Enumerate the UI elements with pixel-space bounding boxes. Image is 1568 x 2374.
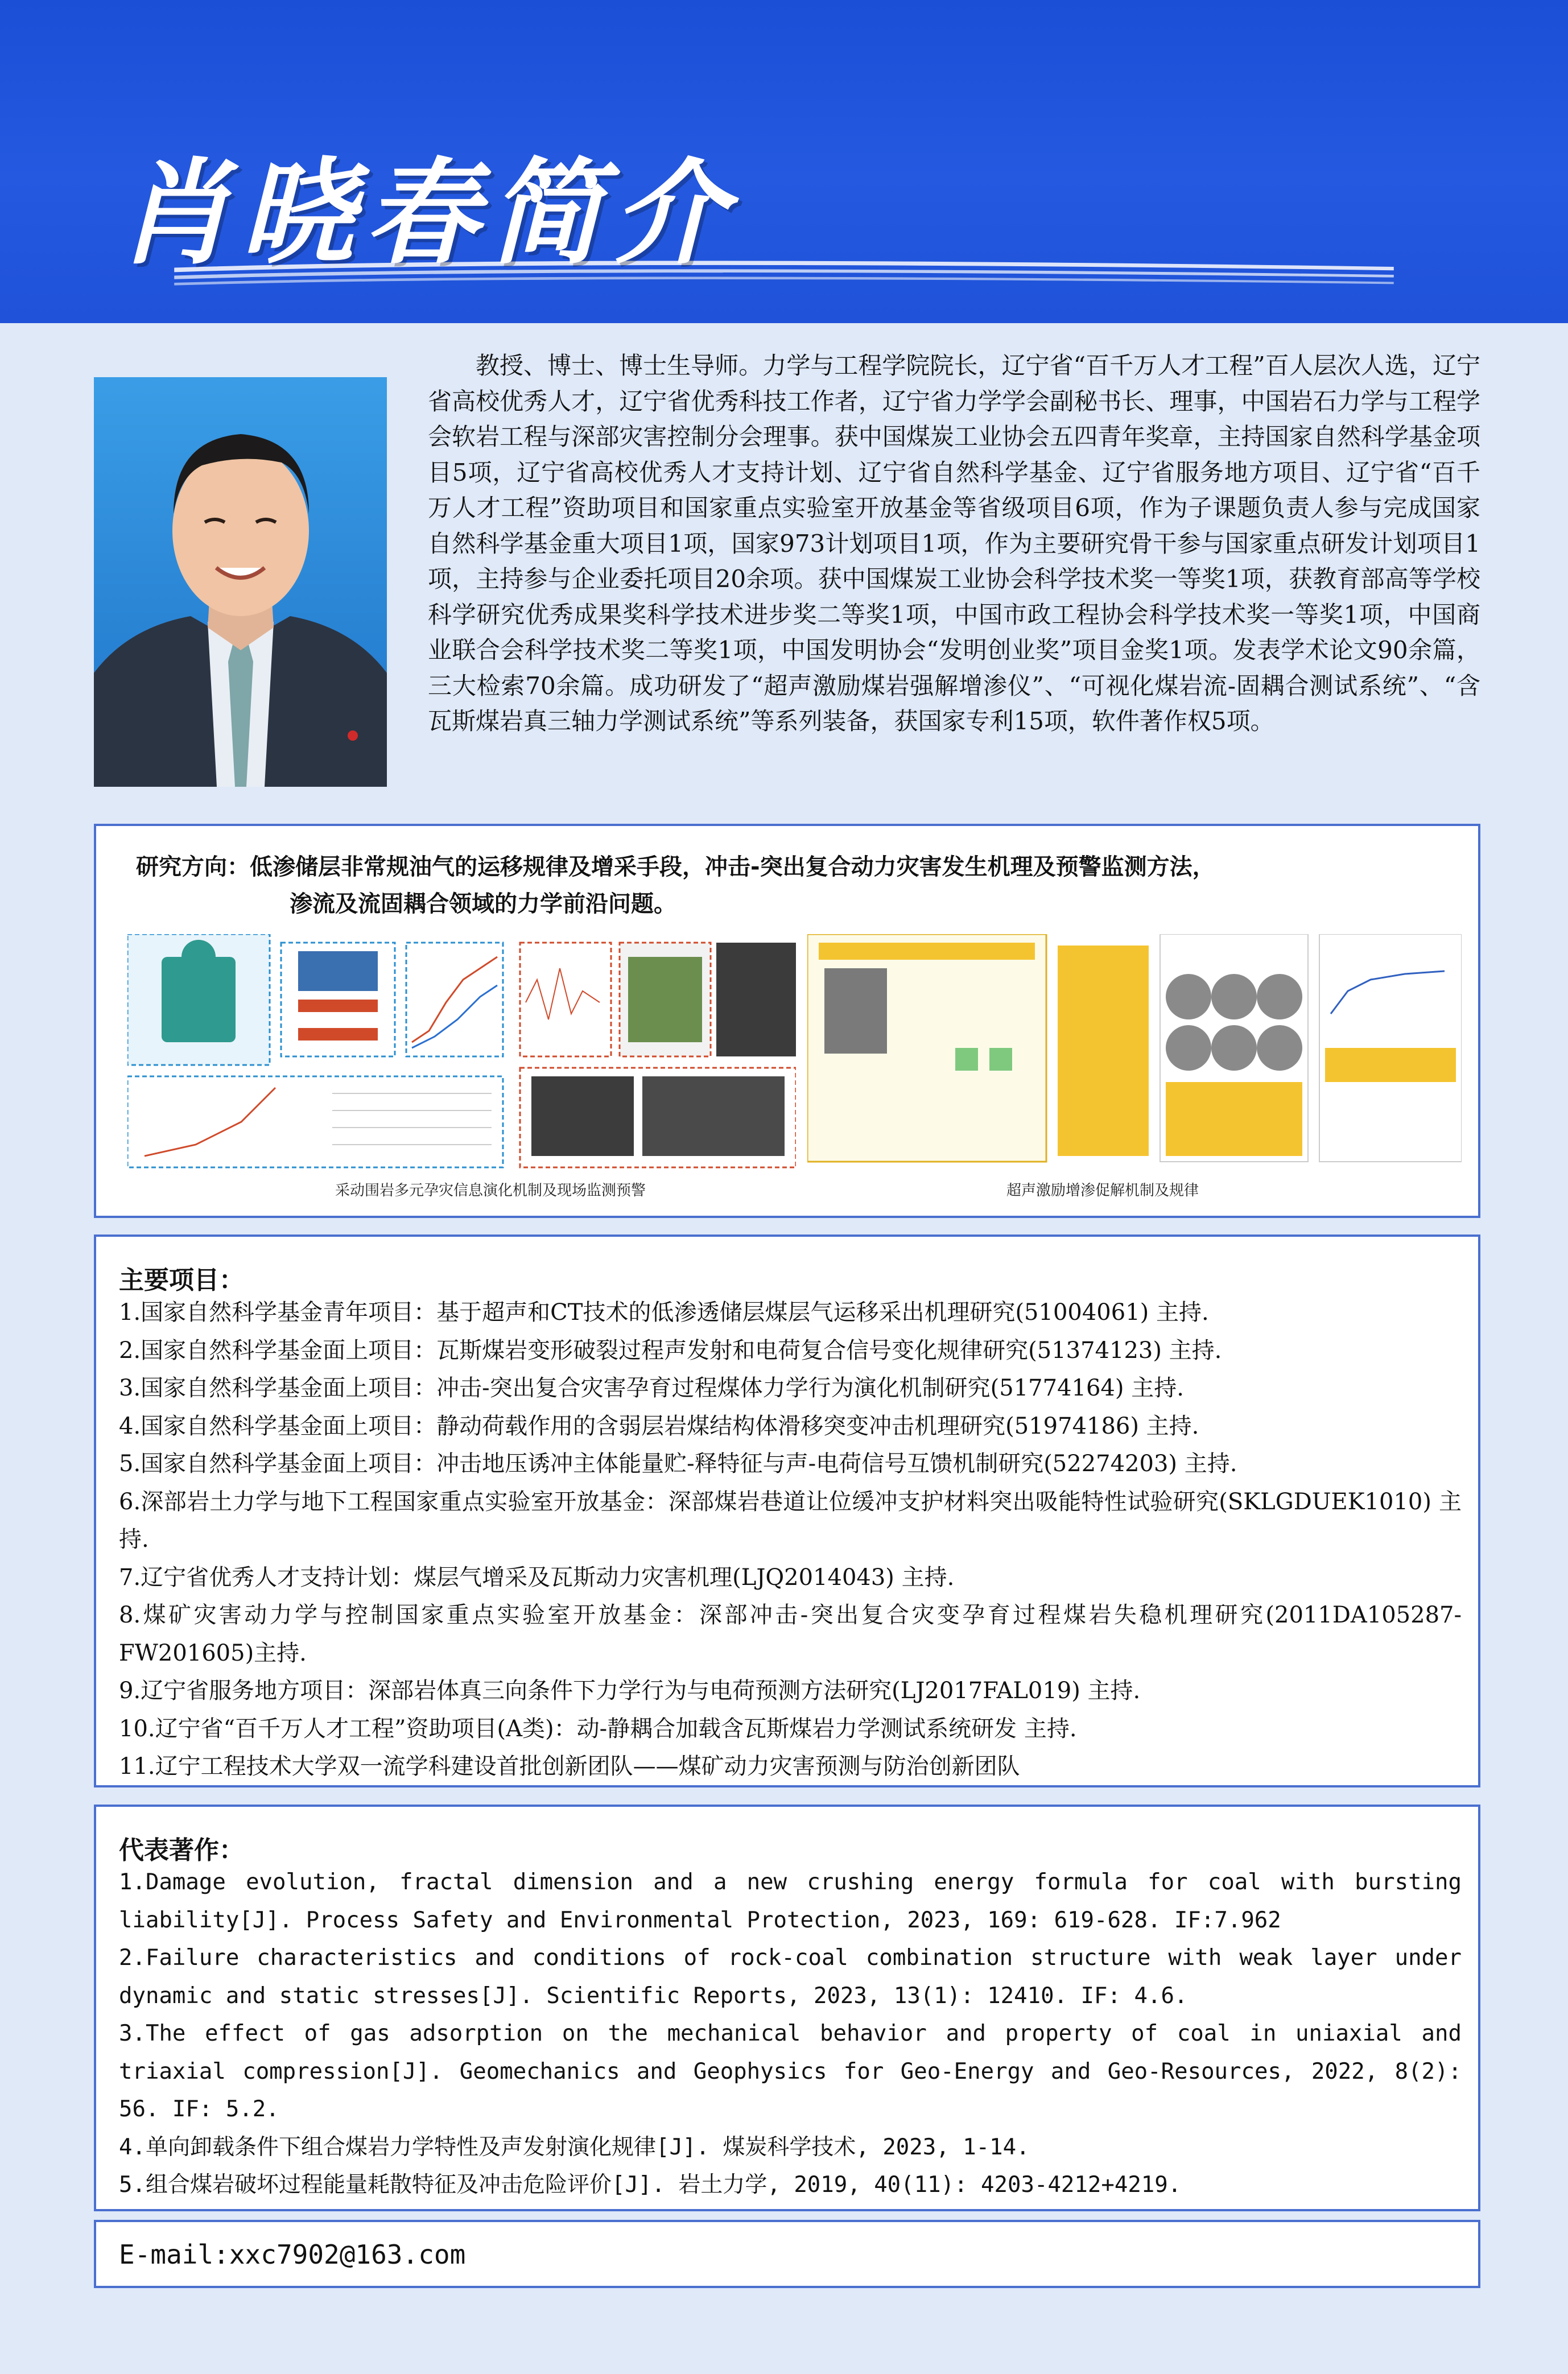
list-item: 8.煤矿灾害动力学与控制国家重点实验室开放基金：深部冲击-突出复合灾变孕育过程煤岩失稳机理研究(2011DA105287-FW201605)主持. — [119, 1602, 1462, 1666]
email-address[interactable]: E-mail:xxc7902@163.com — [119, 2239, 466, 2270]
header-banner — [0, 0, 1568, 323]
works-panel — [94, 1805, 1480, 2211]
works-list — [119, 1864, 1462, 2204]
research-direction — [136, 849, 1445, 923]
list-item: 3.国家自然科学基金面上项目：冲击-突出复合灾害孕育过程煤体力学行为演化机制研究(51774164) 主持. — [119, 1375, 1184, 1401]
email-panel — [94, 2220, 1480, 2288]
works-heading: 代表著作： — [119, 1836, 244, 1865]
research-line-1: 研究方向：低渗储层非常规油气的运移规律及增采手段，冲击-突出复合动力灾害发生机理及预警监测方法， — [136, 854, 1215, 880]
portrait-photo — [94, 377, 387, 787]
list-item: 7.辽宁省优秀人才支持计划：煤层气增采及瓦斯动力灾害机理(LJQ2014043) 主持. — [119, 1564, 955, 1591]
research-panel — [94, 824, 1480, 1218]
projects-heading: 主要项目： — [119, 1266, 244, 1295]
list-item: 11.辽宁工程技术大学双一流学科建设首批创新团队——煤矿动力灾害预测与防治创新团队 — [119, 1753, 1020, 1780]
projects-panel — [94, 1235, 1480, 1787]
research-line-2: 渗流及流固耦合领域的力学前沿问题。 — [290, 891, 676, 917]
biography-text: 教授、博士、博士生导师。力学与工程学院院长，辽宁省“百千万人才工程”百人层次人选，辽宁省高校优秀人才，辽宁省优秀科技工作者，辽宁省力学学会副秘书长、理事，中国岩石力学与工程学会软岩工程与深部灾害控制分会理事。获中国煤炭工业协会五四青年奖章，主持国家自然科学基金项目5项，辽宁省高校优秀人才支持计划、辽宁省自然科学基金、辽宁省服务地方项目、辽宁省“百千万人才工程”资助项目和国家重点实验室开放基金等省级项目6项，作为子课题负责人参与完成国家自然科学基金重大项目1项，国家973计划项目1项，作为主要研究骨干参与国家重点研发计划项目1项，主持参与企业委托项目20余项。获中国煤炭工业协会科学技术奖一等奖1项，获教育部高等学校科学研究优秀成果奖科学技术进步奖二等奖1项，中国市政工程协会科学技术奖一等奖1项，中国商业联合会科学技术奖二等奖1项，中国发明协会“发明创业奖”项目金奖1项。发表学术论文90余篇，三大检索70余篇。成功研发了“超声激励煤岩强解增渗仪”、“可视化煤岩流-固耦合测试系统”、“含瓦斯煤岩真三轴力学测试系统”等系列装备，获国家专利15项，软件著作权5项。 — [428, 352, 1480, 735]
list-item: 5.组合煤岩破坏过程能量耗散特征及冲击危险评价[J]. 岩土力学, 2019, 40(11): 4203-4212+4219. — [119, 2172, 1182, 2198]
list-item: 2.国家自然科学基金面上项目：瓦斯煤岩变形破裂过程声发射和电荷复合信号变化规律研究(51374123) 主持. — [119, 1337, 1222, 1364]
list-item: 4.国家自然科学基金面上项目：静动荷载作用的含弱层岩煤结构体滑移突变冲击机理研究(51974186) 主持. — [119, 1413, 1199, 1439]
page-title: 肖晓春简介 — [117, 147, 737, 280]
list-item: 2.Failure characteristics and conditions of rock-coal combination structure with weak layer under dynamic and static stresses[J]. Scientific Reports, 2023, 13(1): 12410. IF: 4.6. — [119, 1945, 1462, 2009]
monitoring-figure — [127, 934, 796, 1173]
list-item: 1.Damage evolution, fractal dimension and a new crushing energy formula for coal with bursting liability[J]. Process Safety and Environmental Protection, 2023, 169: 619-628. IF:7.962 — [119, 1869, 1462, 1933]
list-item: 3.The effect of gas adsorption on the mechanical behavior and property of coal in uniaxial and triaxial compression[J]. Geomechanics and Geophysics for Geo-Energy and Geo-Resources, 2022, 8(2): 56. IF: 5.2. — [119, 2021, 1462, 2122]
list-item: 9.辽宁省服务地方项目：深部岩体真三向条件下力学行为与电荷预测方法研究(LJ2017FAL019) 主持. — [119, 1678, 1141, 1704]
list-item: 4.单向卸载条件下组合煤岩力学特性及声发射演化规律[J]. 煤炭科学技术, 2023, 1-14. — [119, 2134, 1030, 2160]
projects-list — [119, 1294, 1462, 1786]
list-item: 6.深部岩土力学与地下工程国家重点实验室开放基金：深部煤岩巷道让位缓冲支护材料突出吸能特性试验研究(SKLGDUEK1010) 主持. — [119, 1488, 1462, 1553]
list-item: 10.辽宁省“百千万人才工程”资助项目(A类)：动-静耦合加载含瓦斯煤岩力学测试系统研发 主持. — [119, 1715, 1077, 1742]
figure-caption-left: 采动围岩多元孕灾信息演化机制及现场监测预警 — [335, 1182, 646, 1199]
ultrasonic-figure — [807, 934, 1462, 1173]
figure-caption-right: 超声激励增渗促解机制及规律 — [1006, 1182, 1199, 1199]
list-item: 1.国家自然科学基金青年项目：基于超声和CT技术的低渗透储层煤层气运移采出机理研究(51004061) 主持. — [119, 1299, 1209, 1326]
list-item: 5.国家自然科学基金面上项目：冲击地压诱冲主体能量贮-释特征与声-电荷信号互馈机制研究(52274203) 主持. — [119, 1451, 1237, 1477]
